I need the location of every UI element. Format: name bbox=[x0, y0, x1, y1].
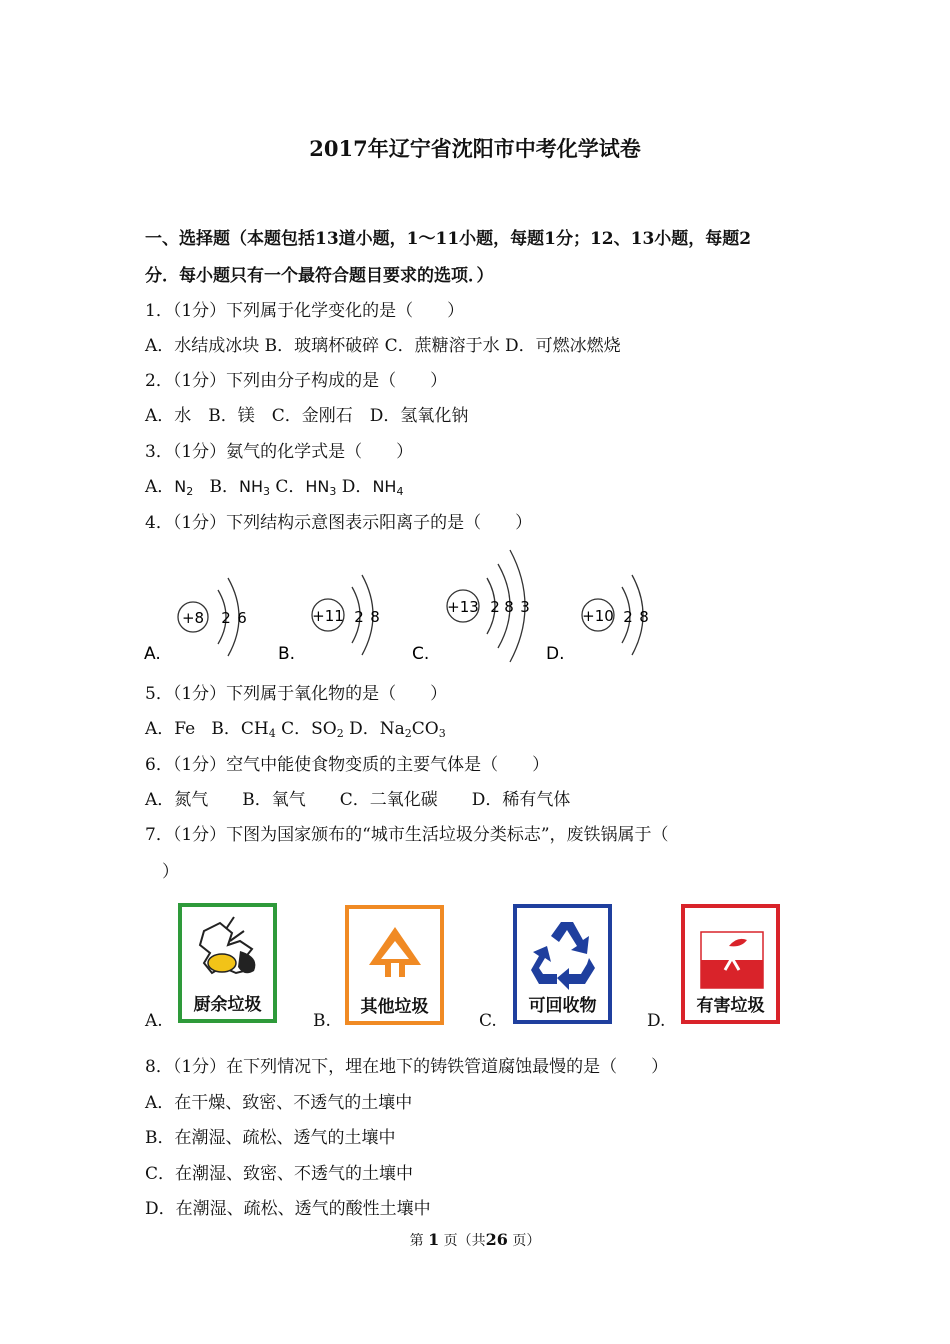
atom-diagram-a bbox=[144, 578, 247, 664]
footer-mid: 页（共 bbox=[443, 1233, 486, 1249]
page-footer bbox=[0, 1230, 950, 1250]
atom-d-shell-1: 2 bbox=[623, 608, 633, 626]
q6-options: A．氮气 B．氧气 C．二氧化碳 D．稀有气体 bbox=[145, 790, 571, 810]
atom-a-nucleus: +8 bbox=[181, 609, 205, 627]
q3-options bbox=[145, 472, 403, 498]
sign-kitchen-waste bbox=[178, 903, 277, 1023]
sign-hazardous-waste bbox=[681, 904, 780, 1024]
q5-option-c: C．$SO_2$ bbox=[281, 719, 344, 740]
sign-d-label: D. bbox=[647, 1011, 666, 1031]
q7-stem: 7．（1分）下图为国家颁布的“城市生活垃圾分类标志”，废铁锅属于（ bbox=[145, 825, 669, 845]
atom-diagram-c bbox=[412, 550, 530, 664]
section-heading-line1: 一、选择题（本题包括13道小题，1～11小题，每题1分；12、13小题，每题2 bbox=[145, 229, 752, 249]
kitchen-waste-icon bbox=[182, 911, 273, 991]
atom-a-shell-2: 6 bbox=[237, 609, 247, 627]
atom-b-shell-1: 2 bbox=[354, 608, 364, 626]
q5-option-a: A．Fe bbox=[145, 719, 196, 739]
sign-a-label: A. bbox=[145, 1011, 163, 1031]
atom-c-nucleus: +13 bbox=[447, 598, 479, 616]
atom-diagram-b bbox=[278, 575, 380, 664]
q7-stem-end: ） bbox=[162, 862, 179, 882]
footer-post: 页） bbox=[512, 1233, 541, 1249]
q8-stem: 8．（1分）在下列情况下，埋在地下的铸铁管道腐蚀最慢的是（ ） bbox=[145, 1057, 669, 1077]
q3-option-d: D．$NH_4$ bbox=[341, 477, 404, 498]
atom-a-label: A. bbox=[144, 644, 161, 664]
atom-diagram-d bbox=[546, 575, 649, 664]
sign-a-caption: 厨余垃圾 bbox=[193, 995, 262, 1015]
page-title: 2017年辽宁省沈阳市中考化学试卷 bbox=[309, 136, 641, 161]
q5-option-b: B．$CH_4$ bbox=[211, 719, 276, 740]
atom-d-nucleus: +10 bbox=[582, 607, 614, 625]
atom-b-label: B. bbox=[278, 644, 296, 664]
q3-option-a: A．$N_2$ bbox=[145, 477, 194, 498]
atom-c-shell-2: 8 bbox=[504, 598, 514, 616]
q6-stem: 6．（1分）空气中能使食物变质的主要气体是（ ） bbox=[145, 755, 550, 775]
sign-b-caption: 其他垃圾 bbox=[360, 997, 429, 1017]
hazardous-waste-icon bbox=[685, 912, 776, 992]
q8-option-d: D．在潮湿、疏松、透气的酸性土壤中 bbox=[145, 1199, 431, 1219]
sign-recyclable bbox=[513, 904, 612, 1024]
q8-option-a: A．在干燥、致密、不透气的土壤中 bbox=[145, 1093, 413, 1113]
sign-d-caption: 有害垃圾 bbox=[696, 996, 765, 1016]
atom-c-label: C. bbox=[412, 644, 430, 664]
q2-stem: 2．（1分）下列由分子构成的是（ ） bbox=[145, 371, 448, 391]
q1-stem: 1．（1分）下列属于化学变化的是（ ） bbox=[145, 301, 465, 321]
section-heading-line2: 分．每小题只有一个最符合题目要求的选项．） bbox=[145, 266, 494, 286]
sign-b-label: B. bbox=[313, 1011, 331, 1031]
q5-stem: 5．（1分）下列属于氧化物的是（ ） bbox=[145, 684, 448, 704]
q2-options: A．水 B．镁 C．金刚石 D．氢氧化钠 bbox=[145, 406, 469, 426]
atom-c-shell-1: 2 bbox=[490, 598, 500, 616]
q4-atom-diagrams bbox=[140, 540, 700, 670]
q8-option-b: B．在潮湿、疏松、透气的土壤中 bbox=[145, 1128, 396, 1148]
other-waste-icon bbox=[349, 913, 440, 993]
q8-option-c: C．在潮湿、致密、不透气的土壤中 bbox=[145, 1164, 414, 1184]
atom-b-nucleus: +11 bbox=[312, 607, 344, 625]
q1-options: A．水结成冰块 B．玻璃杯破碎 C．蔗糖溶于水 D．可燃冰燃烧 bbox=[145, 336, 621, 356]
sign-c-label: C. bbox=[479, 1011, 497, 1031]
q3-option-b: B．$NH_3$ bbox=[209, 477, 270, 498]
footer-page-number: 1 bbox=[428, 1230, 440, 1249]
q3-option-c: C．$HN_3$ bbox=[275, 477, 337, 498]
footer-total-pages: 26 bbox=[485, 1230, 508, 1249]
atom-d-shell-2: 8 bbox=[639, 608, 649, 626]
sign-other-waste bbox=[345, 905, 444, 1025]
atom-b-shell-2: 8 bbox=[370, 608, 380, 626]
q5-options bbox=[145, 714, 446, 740]
q5-option-d: D．$Na_2CO_3$ bbox=[349, 719, 446, 740]
footer-pre: 第 bbox=[409, 1233, 424, 1249]
atom-d-label: D. bbox=[546, 644, 565, 664]
sign-c-caption: 可回收物 bbox=[528, 996, 597, 1016]
q3-stem: 3．（1分）氨气的化学式是（ ） bbox=[145, 442, 414, 462]
recycle-icon bbox=[517, 912, 608, 992]
q4-stem: 4．（1分）下列结构示意图表示阳离子的是（ ） bbox=[145, 513, 533, 533]
atom-a-shell-1: 2 bbox=[221, 609, 231, 627]
atom-c-shell-3: 3 bbox=[520, 598, 530, 616]
